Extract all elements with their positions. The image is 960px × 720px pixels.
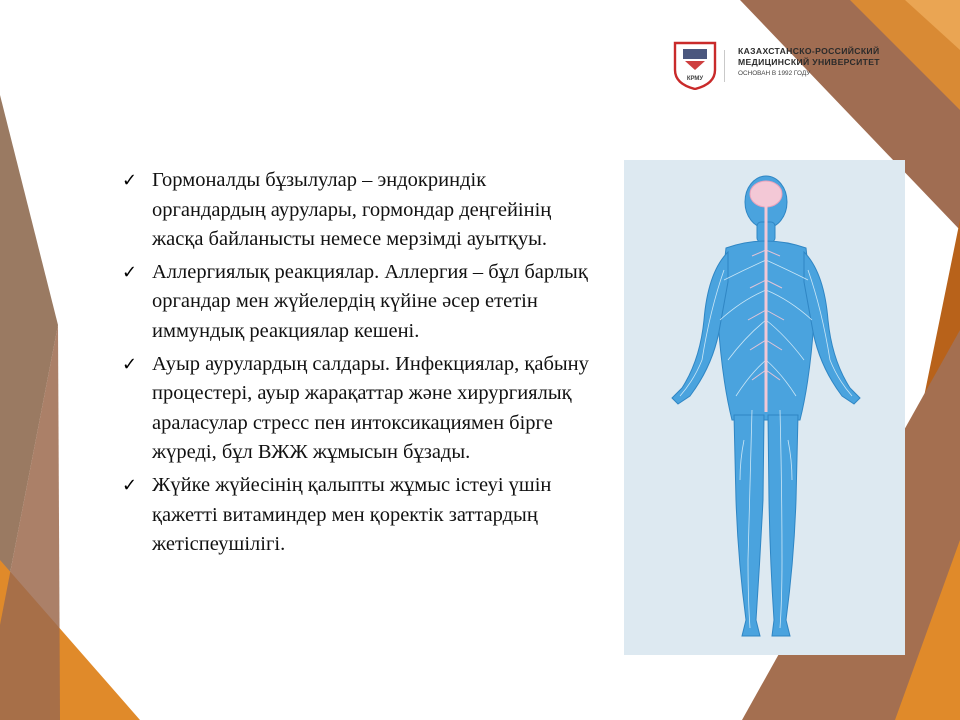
- bullet-text: Гормоналды бұзылулар – эндокриндік органдардың аурулары, гормондар деңгейінің жасқа байланысты немесе мерзімді ауытқуы.: [152, 169, 552, 251]
- check-icon: ✓: [122, 261, 138, 283]
- bullet-text: Аллергиялық реакциялар. Аллергия – бұл барлық органдар мен жүйелердің күйіне әсер ететін иммундық реакциялар кешені.: [152, 260, 588, 342]
- bullet-item: [122, 350, 602, 468]
- svg-text:КРМУ: КРМУ: [686, 76, 704, 82]
- brain: [750, 181, 782, 207]
- university-name-line2: МЕДИЦИНСКИЙ УНИВЕРСИТЕТ: [738, 57, 880, 67]
- nervous-system-illustration: [624, 160, 905, 655]
- human-nervous-system-image: [624, 160, 905, 655]
- right-leg: [768, 415, 798, 636]
- bullet-item: [122, 258, 602, 347]
- bullet-text: Жүйке жүйесінің қалыпты жұмыс істеуі үшін қажетті витаминдер мен қоректік заттардың жетіспеушілігі.: [152, 473, 552, 556]
- bullet-item: [122, 166, 602, 255]
- university-logo: [672, 40, 922, 90]
- check-icon: ✓: [122, 353, 138, 375]
- logo-separator: [724, 50, 725, 82]
- check-icon: ✓: [122, 170, 138, 191]
- right-arm: [804, 252, 860, 404]
- bullet-list: [122, 166, 602, 563]
- left-arm: [672, 252, 728, 404]
- check-icon: ✓: [122, 474, 138, 496]
- university-founded: ОСНОВАН В 1992 ГОДУ: [738, 70, 811, 77]
- university-crest-icon: [672, 40, 718, 90]
- bullet-text: Ауыр аурулардың салдары. Инфекциялар, қабыну процестері, ауыр жарақаттар және хирургиялық араласулар стресс пен интоксикациямен бірге жүреді, бұл ВЖЖ жұмысын бұзады.: [152, 352, 589, 464]
- university-name-line1: КАЗАХСТАНСКО-РОССИЙСКИЙ: [738, 46, 880, 56]
- bullet-item: [122, 471, 602, 560]
